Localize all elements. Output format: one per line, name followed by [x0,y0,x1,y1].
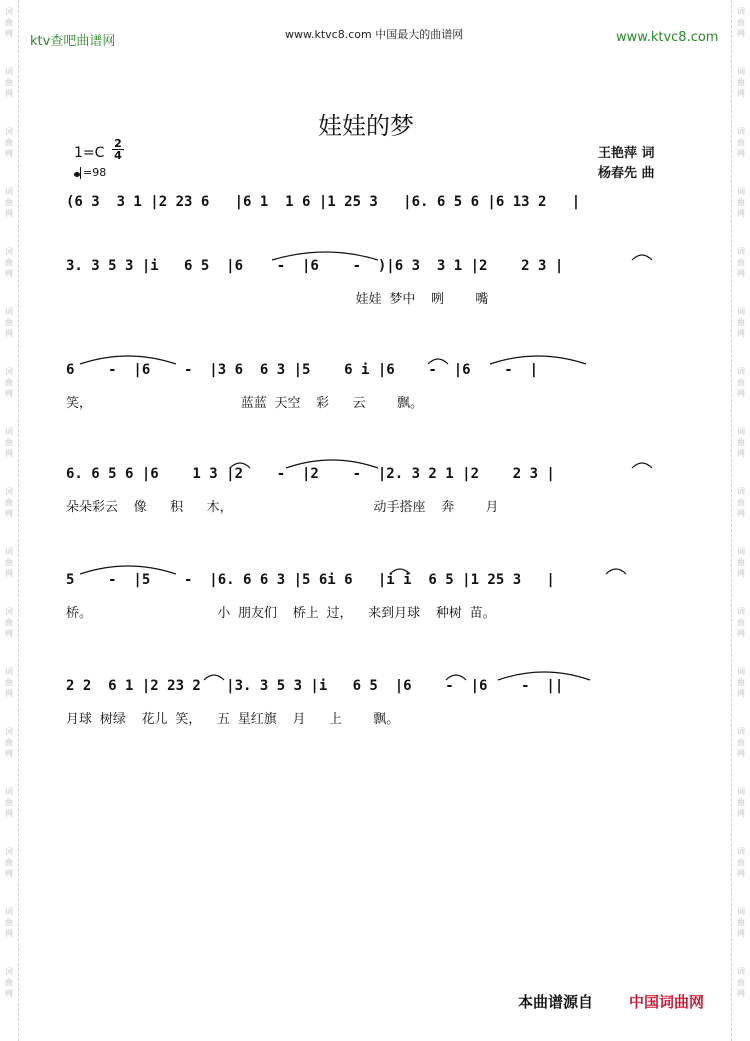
watermark-text: 词 曲 网 [5,787,13,818]
watermark-text: 词 曲 网 [737,187,745,218]
quarter-note-icon [74,172,80,177]
time-signature-bottom: 4 [114,149,122,162]
score-row [66,258,686,314]
score-row [66,572,686,628]
header-tagline: www.ktvc8.com 中国最大的曲谱网 [285,28,464,41]
watermark-text: 词 曲 网 [5,367,13,398]
notation-line: 3. 3 5 3 |i 6 5 |6 - |6 - )|6 3 3 1 |2 2 3 | [66,258,564,274]
tempo-marking [74,166,106,179]
note-stem-icon [80,167,81,179]
watermark-text: 词 曲 网 [5,607,13,638]
watermark-text: 词 曲 网 [5,427,13,458]
watermark-text: 词 曲 网 [5,487,13,518]
watermark-text: 词 曲 网 [5,547,13,578]
tempo-value: =98 [83,166,107,179]
tie-arcs [66,352,686,372]
watermark-text: 词 曲 网 [5,127,13,158]
watermark-text: 词 曲 网 [737,967,745,998]
notation-line: 6 - |6 - |3 6 6 3 |5 6 i |6 - |6 - | [66,362,539,378]
time-signature-top: 2 [114,137,122,150]
watermark-text: 词 曲 网 [5,847,13,878]
watermark-text: 词 曲 网 [737,307,745,338]
score-row [66,362,686,418]
watermark-text: 词 曲 网 [737,547,745,578]
footer-source-name[interactable]: 中国词曲网 [629,993,705,1011]
watermark-text: 词 曲 网 [5,67,13,98]
time-signature [112,138,124,161]
watermark-text: 词 曲 网 [5,247,13,278]
composer-credit: 杨春先 曲 [598,166,655,181]
notation-line: 2 2 6 1 |2 23 2 |3. 3 5 3 |i 6 5 |6 - |6 - || [66,678,564,694]
watermark-text: 词 曲 网 [5,967,13,998]
watermark-text: 词 曲 网 [737,247,745,278]
lyrics-line: 桥。 小 朋友们 桥上 过， 来到月球 种树 苗。 [66,606,496,621]
score-row [66,678,686,734]
song-title: 娃娃的梦 [318,112,414,140]
lyrics-line: 月球 树绿 花儿 笑， 五 星红旗 月 上 飘。 [66,712,400,727]
watermark-text: 词 曲 网 [5,727,13,758]
watermark-text: 词 曲 网 [737,847,745,878]
tie-arcs [66,668,686,688]
footer-source-label: 本曲谱源自 [518,993,594,1011]
tie-arcs [66,248,686,268]
watermark-text: 词 曲 网 [5,187,13,218]
lyrics-line: 笑， 蓝蓝 天空 彩 云 飘。 [66,396,423,411]
header-site-name[interactable]: ktv查吧曲谱网 [30,34,116,49]
watermark-text: 词 曲 网 [737,7,745,38]
watermark-text: 词 曲 网 [737,907,745,938]
notation-line: 6. 6 5 6 |6 1 3 |2 - |2 - |2. 3 2 1 |2 2 3 | [66,466,555,482]
watermark-text: 词 曲 网 [737,667,745,698]
watermark-text: 词 曲 网 [737,427,745,458]
watermark-text: 词 曲 网 [737,67,745,98]
tie-arcs [66,456,686,476]
score-row [66,194,686,250]
watermark-text: 词 曲 网 [5,667,13,698]
score-row [66,466,686,522]
notation-line: 5 - |5 - |6. 6 6 3 |5 6i 6 |i i 6 5 |1 25 3 | [66,572,555,588]
lyrics-line: 娃娃 梦中 咧 嘴 [66,292,489,307]
watermark-text: 词 曲 网 [737,367,745,398]
notation-line: (6 3 3 1 |2 23 6 |6 1 1 6 |1 25 3 |6. 6 5 6 |6 13 2 | [66,194,581,210]
lyricist-credit: 王艳萍 词 [598,146,655,161]
key-signature: 1=C [74,145,105,161]
header-site-url[interactable]: www.ktvc8.com [616,30,719,45]
watermark-text: 词 曲 网 [5,907,13,938]
lyrics-line: 朵朵彩云 像 积 木， 动手搭座 奔 月 [66,500,499,515]
watermark-text: 词 曲 网 [737,787,745,818]
watermark-text: 词 曲 网 [5,7,13,38]
watermark-text: 词 曲 网 [737,487,745,518]
tie-arcs [66,562,686,582]
watermark-text: 词 曲 网 [737,127,745,158]
watermark-text: 词 曲 网 [5,307,13,338]
watermark-text: 词 曲 网 [737,727,745,758]
watermark-text: 词 曲 网 [737,607,745,638]
